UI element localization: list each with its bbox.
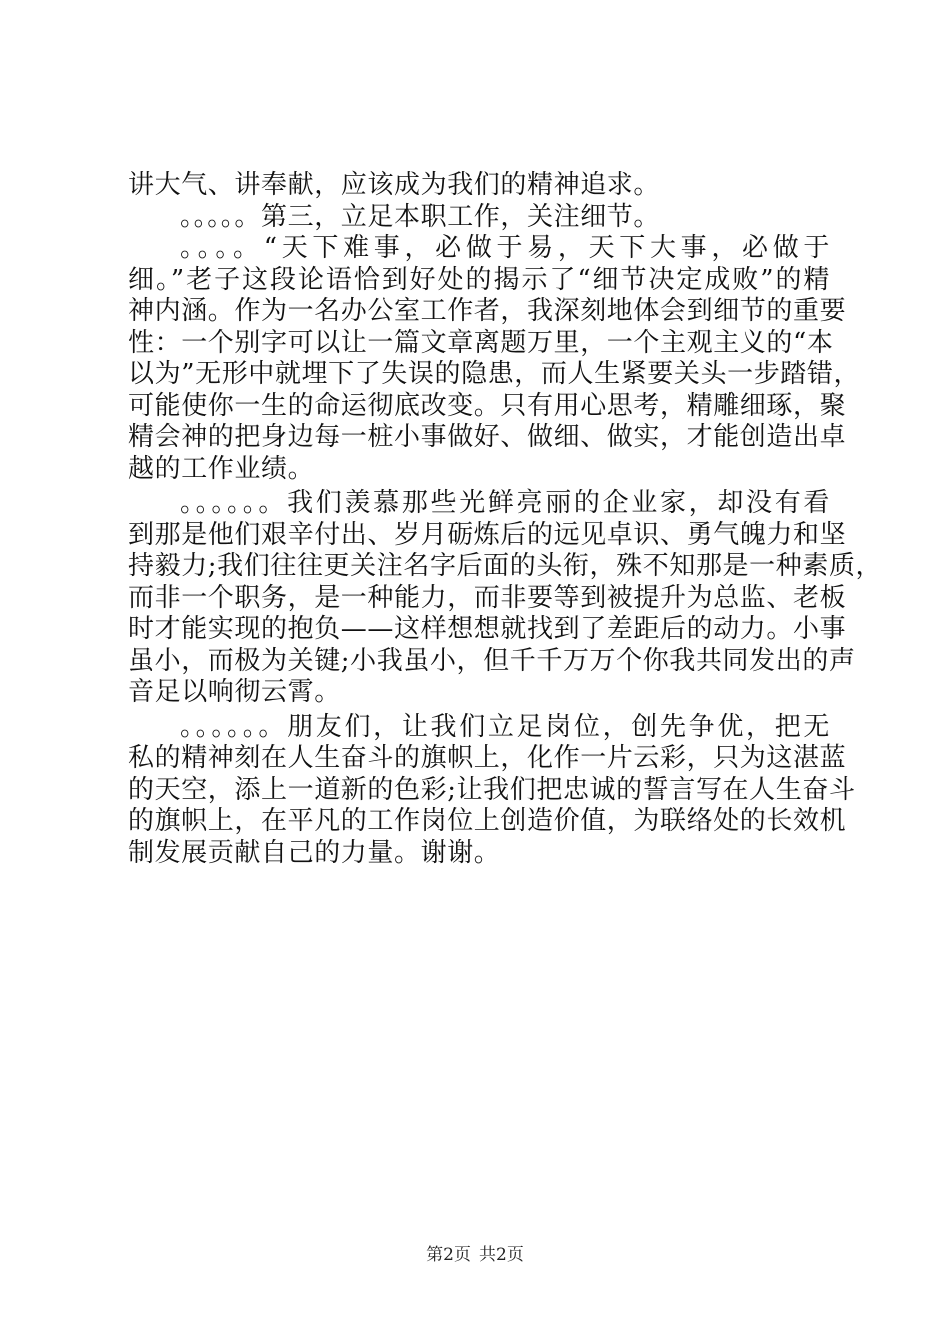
text-line: 以为”无形中就埋下了失误的隐患，而人生紧要关头一步踏错， (128, 359, 861, 389)
text-line: 的旗帜上，在平凡的工作岗位上创造价值，为联络处的长效机 (128, 806, 847, 836)
text-line: 讲大气、讲奉献，应该成为我们的精神追求。 (128, 170, 661, 200)
text-line: 。。。。。。朋友们，让我们立足岗位，创先争优，把无 (180, 711, 830, 742)
text-line: 精会神的把身边每一桩小事做好、做细、做实，才能创造出卓 (128, 422, 847, 452)
text-line: 可能使你一生的命运彻底改变。只有用心思考，精雕细琢，聚 (128, 390, 847, 421)
page-number: 第2页 (426, 1245, 471, 1265)
text-line: 音足以响彻云霄。 (128, 677, 341, 707)
text-line: 到那是他们艰辛付出、岁月砺炼后的远见卓识、勇气魄力和坚 (128, 519, 847, 550)
text-line: 而非一个职务，是一种能力，而非要等到被提升为总监、老板 (128, 582, 847, 613)
text-line: 持毅力;我们往往更关注名字后面的头衔，殊不知那是一种素质， (128, 551, 883, 581)
text-line: 虽小，而极为关键;小我虽小，但千千万万个你我共同发出的声 (128, 645, 856, 676)
text-line: 时才能实现的抱负——这样想想就找到了差距后的动力。小事 (128, 614, 847, 644)
text-line: 私的精神刻在人生奋斗的旗帜上，化作一片云彩，只为这湛蓝 (128, 743, 847, 773)
text-line: 细。”老子这段论语恰到好处的揭示了“细节决定成败”的精 (128, 264, 830, 295)
text-line: 神内涵。作为一名办公室工作者，我深刻地体会到细节的重要 (128, 296, 847, 326)
text-line: 。。。。。第三，立足本职工作，关注细节。 (180, 201, 661, 232)
paragraph-entrepreneurs (128, 488, 883, 709)
text-line: 越的工作业绩。 (128, 453, 315, 484)
text-line: 性：一个别字可以让一篇文章离题万里，一个主观主义的“本 (128, 327, 834, 358)
page-footer (0, 1244, 950, 1266)
paragraph-continuation (128, 170, 830, 202)
paragraph-closing (128, 711, 856, 870)
paragraph-details (128, 233, 861, 485)
text-line: 。。。。“天下难事，必做于易，天下大事，必做于 (180, 233, 830, 263)
text-line: 制发展贡献自己的力量。谢谢。 (128, 837, 501, 868)
page-total: 共2页 (479, 1245, 524, 1265)
document-body (128, 170, 883, 869)
text-line: 。。。。。。我们羡慕那些光鲜亮丽的企业家，却没有看 (180, 488, 830, 518)
paragraph-section-heading (128, 202, 830, 234)
text-line: 的天空，添上一道新的色彩;让我们把忠诚的誓言写在人生奋斗 (128, 774, 856, 805)
